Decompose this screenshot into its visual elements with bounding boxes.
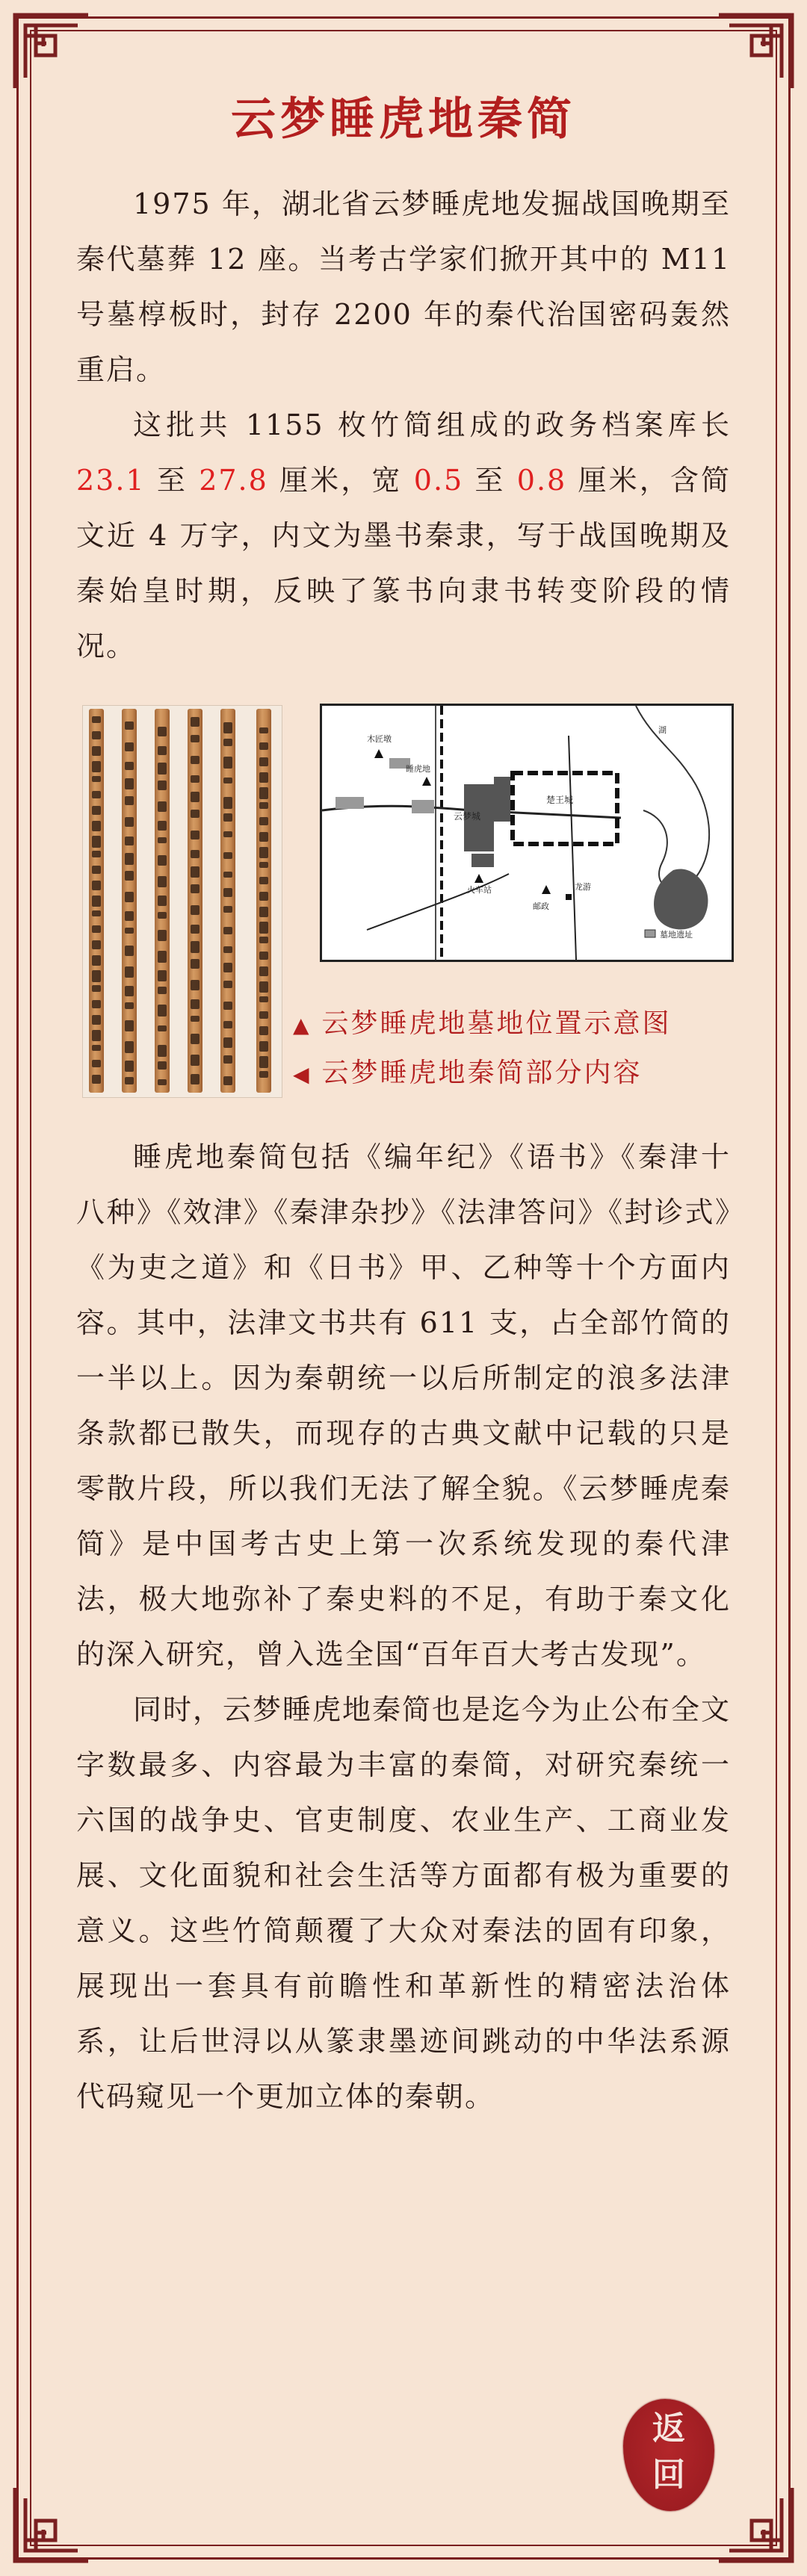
bamboo-slip (155, 709, 170, 1093)
slip-character-mark (191, 905, 200, 915)
slip-character-mark (259, 817, 268, 825)
slip-character-mark (191, 1016, 200, 1022)
return-stamp-text-2: 回 (652, 2456, 685, 2494)
slip-character-mark (191, 925, 200, 934)
slip-character-mark (191, 810, 200, 818)
slip-character-mark (125, 986, 134, 996)
slip-character-mark (92, 1075, 101, 1084)
slip-character-mark (259, 922, 268, 934)
slip-character-mark (125, 762, 134, 770)
slip-character-mark (191, 866, 200, 878)
slip-character-mark (158, 970, 167, 981)
slip-character-mark (223, 946, 232, 953)
slip-character-mark (191, 1055, 200, 1066)
slip-character-mark (158, 1079, 167, 1085)
slip-character-mark (191, 1074, 200, 1084)
slip-character-mark (158, 912, 167, 919)
slip-character-mark (92, 896, 101, 907)
body-paragraph-1: 睡虎地秦简包括《编年纪》《语书》《秦津十八种》《效津》《秦津杂抄》《法津答问》《封诊式》《为吏之道》和《日书》甲、乙种等十个方面内容。其中，法津文书共有 611 支，占全部竹简的一半以上。因为秦朝统一以后所制定的浪多法津条款都已散失，而现存的古典文献中记载的只是零散片段，所以我们无法了解全貌。《云梦睡虎秦简》是中国考古史上第一次系统发现的秦代津法，极大地弥补了秦史料的不足，有助于秦文化的深入研究，曾入选全国“百年百大考古发现”。 (76, 1140, 731, 1671)
slip-character-mark (125, 928, 134, 934)
slip-character-mark (92, 746, 101, 756)
slip-character-mark (125, 1002, 134, 1009)
map-label-city: 楚王城 (546, 795, 574, 805)
slip-character-mark (158, 855, 167, 866)
slip-character-mark (191, 756, 200, 764)
slip-character-mark (191, 980, 200, 990)
slip-character-mark (92, 985, 101, 992)
slip-character-mark (259, 727, 268, 733)
slip-character-mark (158, 1045, 167, 1057)
slip-character-mark (223, 1021, 232, 1028)
slip-character-mark (92, 866, 101, 874)
slip-character-mark (92, 836, 101, 848)
slip-character-mark (125, 1061, 134, 1072)
triangle-up-icon: ▲ (293, 1013, 312, 1037)
slip-character-mark (125, 853, 134, 865)
site-location-map (320, 704, 734, 962)
slip-character-mark (158, 876, 167, 887)
return-stamp-button[interactable] (623, 2399, 714, 2511)
slip-character-mark (158, 837, 167, 843)
slip-character-mark (223, 722, 232, 733)
slip-character-mark (125, 837, 134, 845)
slip-character-mark (223, 981, 232, 988)
slip-character-mark (158, 801, 167, 812)
corner-ornament-icon (714, 2483, 797, 2566)
slip-character-mark (259, 1056, 268, 1068)
slip-character-mark (191, 735, 200, 742)
slip-character-mark (259, 996, 268, 1002)
slip-character-mark (125, 778, 134, 789)
return-stamp-text-1: 返 (652, 2409, 685, 2448)
intro-section (76, 176, 731, 674)
page-title: 云梦睡虎地秦简 (231, 93, 576, 146)
slip-character-mark (223, 906, 232, 913)
slip-character-mark (259, 1026, 268, 1035)
intro-paragraph-1: 1975 年，湖北省云梦睡虎地发掘战国晚期至秦代墓葬 12 座。当考古学家们掀开其中的 M11 号墓椁板时，封存 2200 年的秦代治国密码轰然重启。 (76, 187, 731, 386)
caption-slips (293, 1052, 643, 1090)
corner-ornament-icon (714, 10, 797, 93)
map-legend-label: 墓地遗址 (660, 930, 693, 940)
slip-character-mark (92, 955, 101, 966)
slip-character-mark (125, 817, 134, 827)
slip-character-mark (125, 911, 134, 921)
slip-character-mark (92, 851, 101, 857)
slip-character-mark (259, 772, 268, 783)
slip-character-mark (223, 1037, 232, 1048)
triangle-left-icon: ◀ (293, 1062, 312, 1087)
slip-character-mark (259, 847, 268, 858)
slip-character-mark (125, 946, 134, 956)
slip-character-mark (223, 963, 232, 972)
slip-character-mark (259, 757, 268, 766)
slip-character-mark (191, 941, 200, 953)
slip-character-mark (259, 981, 268, 993)
slip-character-mark (191, 831, 200, 839)
length-max-value: 27.8 (199, 464, 268, 497)
slip-character-mark (191, 792, 200, 802)
slip-character-mark (223, 757, 232, 769)
slip-character-mark (125, 1077, 134, 1084)
slip-character-mark (92, 1060, 101, 1067)
slip-character-mark (259, 952, 268, 960)
slip-character-mark (223, 778, 232, 783)
slip-character-mark (92, 791, 101, 798)
width-min-value: 0.5 (413, 464, 464, 497)
slip-character-mark (223, 797, 232, 809)
map-label-town: 云梦城 (454, 811, 481, 822)
figures-section (76, 701, 734, 1104)
slip-character-mark (158, 1061, 167, 1070)
slip-character-mark (125, 892, 134, 902)
slip-character-mark (191, 999, 200, 1009)
slip-character-mark (158, 821, 167, 831)
slip-character-mark (158, 896, 167, 906)
slip-character-mark (92, 910, 101, 916)
intro-text-c: 厘米，宽 (268, 464, 414, 497)
slip-character-mark (125, 1041, 134, 1053)
slip-character-mark (259, 1071, 268, 1078)
slip-character-mark (259, 892, 268, 901)
slip-character-mark (223, 872, 232, 878)
slip-character-mark (259, 907, 268, 917)
map-label-lake: 湖 (658, 725, 667, 735)
slip-character-mark (259, 1011, 268, 1019)
map-label-bottom-site: 邮政 (533, 901, 549, 911)
slip-character-mark (92, 1045, 101, 1051)
slip-character-mark (191, 959, 200, 969)
slip-character-mark (158, 987, 167, 994)
slip-character-mark (191, 717, 200, 727)
slip-character-mark (92, 716, 101, 723)
map-label-mid-left: 睡虎地 (406, 764, 430, 774)
slip-character-mark (125, 1020, 134, 1031)
slip-character-mark (259, 742, 268, 750)
slip-character-mark (158, 780, 167, 790)
slip-character-mark (259, 787, 268, 799)
slip-character-mark (259, 1041, 268, 1052)
corner-ornament-icon (10, 10, 93, 93)
map-label-station: 火车站 (467, 885, 492, 895)
map-label-right-site: 龙游 (575, 882, 591, 892)
slip-character-mark (191, 850, 200, 858)
caption-map (293, 1002, 672, 1040)
intro-text-a: 这批共 1155 枚竹简组成的政务档案库长 (133, 409, 731, 441)
slip-character-mark (223, 852, 232, 859)
slip-character-mark (223, 831, 232, 837)
slip-character-mark (223, 888, 232, 897)
slip-character-mark (191, 775, 200, 783)
slip-character-mark (158, 763, 167, 775)
slip-character-mark (259, 832, 268, 842)
slip-character-mark (92, 821, 101, 831)
slip-character-mark (125, 742, 134, 751)
slip-character-mark (92, 940, 101, 949)
slip-character-mark (223, 1076, 232, 1085)
body-section (76, 1129, 731, 2124)
intro-paragraph-2 (76, 397, 731, 674)
slip-character-mark (92, 1030, 101, 1041)
caption-map-text: 云梦睡虎地墓地位置示意图 (321, 1008, 672, 1039)
slip-character-mark (92, 970, 101, 982)
bamboo-slip (256, 709, 271, 1093)
slip-character-mark (223, 739, 232, 746)
intro-text-e: 厘米，含简文近 4 万字，内文为墨书秦隶，写于战国晚期及秦始皇时期，反映了篆书向隶书转变阶段的情况。 (76, 464, 731, 662)
slip-character-mark (191, 1034, 200, 1044)
slip-character-mark (92, 881, 101, 890)
slip-character-mark (191, 884, 200, 893)
slip-character-mark (158, 727, 167, 736)
length-min-value: 23.1 (76, 464, 146, 497)
bamboo-slip (89, 709, 104, 1093)
slip-character-mark (223, 1002, 232, 1010)
slip-character-mark (92, 776, 101, 782)
bamboo-slip (220, 709, 235, 1093)
slip-character-mark (92, 925, 101, 933)
slip-character-mark (158, 1025, 167, 1031)
intro-text-d: 至 (463, 464, 517, 497)
width-max-value: 0.8 (516, 464, 567, 497)
slip-character-mark (92, 1000, 101, 1008)
body-paragraph-2: 同时，云梦睡虎地秦简也是迄今为止公布全文字数最多、内容最为丰富的秦简，对研究秦统一六国的战争史、官吏制度、农业生产、工商业发展、文化面貌和社会生活等方面都有极为重要的意义。这些竹简颠覆了大众对秦法的固有印象，展现出一套具有前瞻性和革新性的精密法治体系，让后世浔以从篆隶墨迹间跳动的中华法系源代码窥见一个更加立体的秦朝。 (76, 1693, 732, 2113)
slip-character-mark (223, 813, 232, 822)
slip-character-mark (158, 746, 167, 755)
caption-slips-text: 云梦睡虎地秦简部分内容 (321, 1058, 643, 1088)
map-label-top-left: 木匠墩 (367, 734, 392, 744)
slip-character-mark (92, 731, 101, 739)
bamboo-slip (188, 709, 202, 1093)
slip-character-mark (92, 806, 101, 815)
slip-character-mark (259, 877, 268, 884)
corner-ornament-icon (10, 2483, 93, 2566)
slip-character-mark (92, 1015, 101, 1025)
slip-character-mark (125, 871, 134, 881)
slip-character-mark (125, 796, 134, 805)
slip-character-mark (125, 721, 134, 730)
slip-character-mark (158, 1005, 167, 1017)
slip-character-mark (92, 761, 101, 772)
bamboo-slips-image (82, 705, 282, 1098)
slip-character-mark (259, 937, 268, 943)
slip-character-mark (259, 802, 268, 809)
slip-character-mark (223, 927, 232, 934)
bamboo-slip (122, 709, 137, 1093)
slip-character-mark (259, 966, 268, 976)
intro-text-b: 至 (145, 464, 200, 497)
slip-character-mark (259, 862, 268, 868)
slip-character-mark (223, 1055, 232, 1064)
slip-character-mark (158, 930, 167, 941)
slip-character-mark (158, 951, 167, 963)
slip-character-mark (125, 966, 134, 978)
